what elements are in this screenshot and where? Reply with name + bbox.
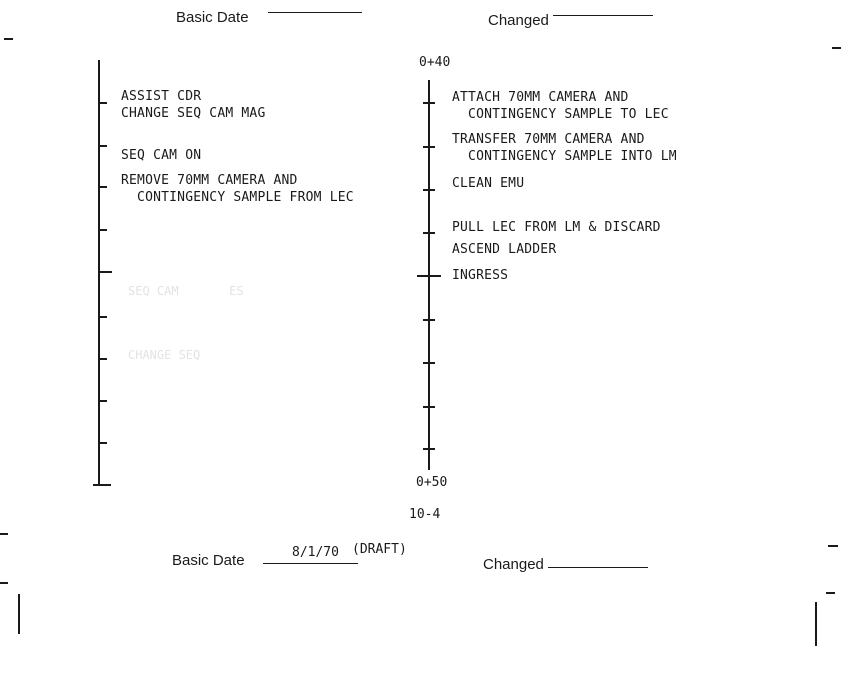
- header-basic-date-line: [268, 12, 362, 13]
- footer-basic-date-label: Basic Date: [172, 552, 245, 569]
- footer-basic-date-value: 8/1/70: [292, 545, 339, 560]
- bleed-through-text: SEQ CAM ES: [128, 284, 244, 298]
- header-changed-line: [553, 15, 653, 16]
- left-event: SEQ CAM ON: [121, 148, 202, 163]
- right-timeline-tick: [423, 189, 435, 191]
- left-timeline-tick: [98, 442, 107, 444]
- margin-mark: [815, 602, 817, 646]
- timeline-start-label: 0+40: [419, 55, 451, 70]
- header-basic-date-label: Basic Date: [176, 9, 249, 26]
- left-timeline-tick: [98, 358, 107, 360]
- right-event: CLEAN EMU: [452, 176, 525, 191]
- right-event: PULL LEC FROM LM & DISCARD: [452, 220, 661, 235]
- right-timeline-tick: [423, 102, 435, 104]
- right-event: INGRESS: [452, 268, 509, 283]
- margin-mark: [4, 38, 13, 40]
- margin-mark: [18, 594, 20, 634]
- right-event: ASCEND LADDER: [452, 242, 557, 257]
- left-timeline-base: [93, 484, 111, 486]
- bleed-through-text: CHANGE SEQ: [128, 348, 201, 362]
- margin-mark: [0, 533, 8, 535]
- right-timeline-tick: [417, 275, 441, 277]
- right-timeline-tick: [423, 448, 435, 450]
- right-timeline-tick: [423, 232, 435, 234]
- left-event: REMOVE 70MM CAMERA AND CONTINGENCY SAMPLE FROM LEC: [121, 173, 354, 205]
- right-timeline-tick: [423, 406, 435, 408]
- margin-mark: [0, 582, 8, 584]
- footer-draft-note: (DRAFT): [352, 542, 407, 557]
- left-timeline-tick: [98, 400, 107, 402]
- right-timeline-tick: [423, 146, 435, 148]
- right-timeline-tick: [423, 319, 435, 321]
- timeline-end-label: 0+50: [416, 475, 448, 490]
- left-timeline-tick: [98, 316, 107, 318]
- left-timeline-axis: [98, 60, 100, 486]
- footer-changed-line: [548, 567, 648, 568]
- left-timeline-tick: [98, 145, 107, 147]
- margin-mark: [828, 545, 838, 547]
- footer-basic-date-line: [263, 563, 358, 564]
- page-number: 10-4: [409, 507, 441, 522]
- right-event: ATTACH 70MM CAMERA AND CONTINGENCY SAMPLE TO LEC: [452, 90, 669, 122]
- left-timeline-tick: [98, 102, 107, 104]
- left-timeline-tick: [98, 229, 107, 231]
- left-event: ASSIST CDR CHANGE SEQ CAM MAG: [121, 89, 266, 121]
- margin-mark: [832, 47, 841, 49]
- footer-changed-label: Changed: [483, 556, 544, 573]
- left-timeline-tick: [98, 271, 112, 273]
- right-event: TRANSFER 70MM CAMERA AND CONTINGENCY SAMPLE INTO LM: [452, 132, 677, 164]
- left-timeline-tick: [98, 186, 107, 188]
- header-changed-label: Changed: [488, 12, 549, 29]
- margin-mark: [826, 592, 835, 594]
- right-timeline-tick: [423, 362, 435, 364]
